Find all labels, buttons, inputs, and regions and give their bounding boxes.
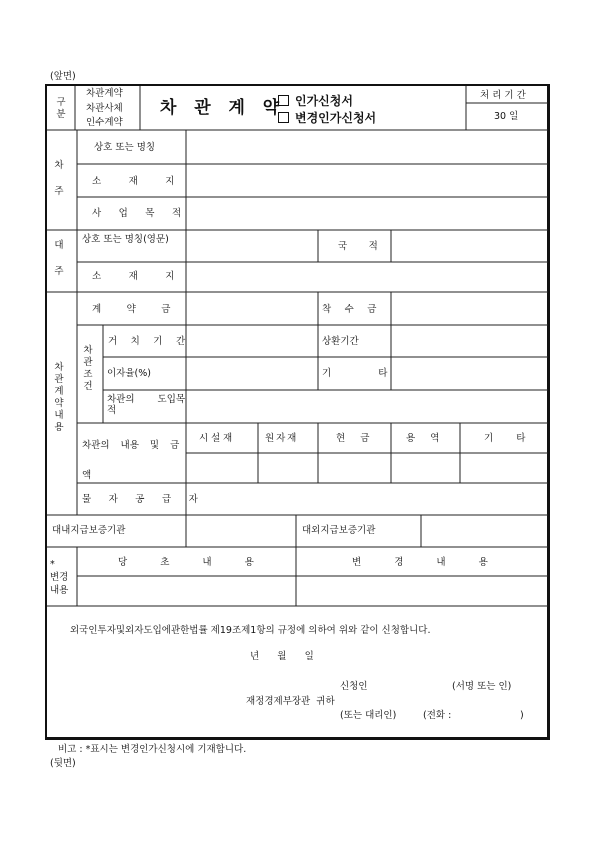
applicant-label: 신청인 bbox=[340, 681, 368, 692]
page-top-label: (앞면) bbox=[50, 71, 76, 82]
borrower-name-field[interactable] bbox=[187, 131, 547, 163]
loan-contract-section-label: 차 관 계 약 내 용 bbox=[54, 362, 64, 433]
lender-name-label: 상호 또는 명칭(영문) bbox=[82, 234, 169, 245]
content-col-other: 기 타 bbox=[484, 433, 526, 444]
down-payment-field[interactable] bbox=[392, 293, 547, 324]
content-amount-label: 차관의 내용 및 금액 bbox=[82, 440, 180, 481]
addressee: 재정경제부장관 귀하 bbox=[246, 696, 335, 707]
supplier-field[interactable] bbox=[187, 484, 547, 514]
lender-nationality-label: 국 적 bbox=[338, 241, 384, 252]
option-approval-label: 인가신청서 bbox=[295, 94, 353, 108]
division-item-2: 차관사체 bbox=[86, 103, 123, 114]
borrower-business-field[interactable] bbox=[187, 198, 547, 229]
contract-other-label: 기 타 bbox=[322, 368, 388, 379]
option-change-approval[interactable] bbox=[278, 111, 376, 125]
division-label: 구분 bbox=[56, 97, 66, 120]
domestic-guarantee-label: 대내지급보증기관 bbox=[52, 525, 126, 536]
changed-content-field[interactable] bbox=[297, 577, 547, 605]
form-note: 비고 : *표시는 변경인가신청시에 기재합니다. bbox=[58, 744, 247, 755]
domestic-guarantee-field[interactable] bbox=[187, 516, 295, 546]
representative-label: (또는 대리인) bbox=[340, 710, 397, 721]
form-title: 차 관 계 약 bbox=[160, 98, 286, 118]
declaration-statement: 외국인투자및외자도입에관한법률 제19조제1항의 규정에 의하여 위와 같이 신청합니다. bbox=[70, 625, 431, 636]
contract-amount-label: 계 약 금 bbox=[92, 304, 176, 315]
approval-checkbox[interactable] bbox=[278, 95, 289, 106]
conditions-label: 차 관 조 건 bbox=[83, 345, 93, 392]
change-section-label: * 변경 내용 bbox=[50, 559, 69, 596]
borrower-business-label: 사 업 목 적 bbox=[92, 208, 187, 219]
phone-label: (전화 : bbox=[423, 710, 452, 721]
option-approval[interactable] bbox=[278, 94, 353, 108]
grace-period-label: 거 치 기 간 bbox=[108, 336, 191, 347]
supplier-label: 물 자 공 급 자 bbox=[82, 494, 203, 505]
phone-close: ) bbox=[520, 710, 524, 721]
borrower-section-label: 차 주 bbox=[54, 160, 64, 197]
processing-period-value: 30 일 bbox=[494, 111, 519, 122]
borrower-location-label: 소 재 지 bbox=[92, 176, 180, 187]
change-approval-checkbox[interactable] bbox=[278, 112, 289, 123]
original-content-field[interactable] bbox=[78, 577, 295, 605]
signature-label: (서명 또는 인) bbox=[452, 681, 512, 692]
division-item-3: 인수계약 bbox=[86, 117, 123, 128]
content-col-service: 용 역 bbox=[406, 433, 440, 444]
lender-location-field[interactable] bbox=[187, 263, 547, 291]
repayment-period-label: 상환기간 bbox=[322, 336, 359, 347]
option-change-approval-label: 변경인가신청서 bbox=[295, 111, 377, 125]
down-payment-label: 착 수 금 bbox=[322, 304, 382, 315]
changed-content-label: 변 경 내 용 bbox=[352, 557, 488, 568]
page-bottom-label: (뒷면) bbox=[50, 758, 76, 769]
content-col-facility: 시설재 bbox=[199, 433, 236, 444]
loan-purpose-label: 차관의 도입목적 bbox=[107, 394, 186, 417]
borrower-name-label: 상호 또는 명칭 bbox=[94, 142, 156, 153]
interest-rate-label: 이자율(%) bbox=[107, 368, 151, 379]
content-col-raw-material: 원자재 bbox=[265, 433, 299, 444]
foreign-guarantee-field[interactable] bbox=[422, 516, 547, 546]
foreign-guarantee-label: 대외지급보증기관 bbox=[302, 525, 376, 536]
division-item-1: 차관계약 bbox=[86, 88, 123, 99]
lender-location-label: 소 재 지 bbox=[92, 271, 180, 282]
date-line: 년 월 일 bbox=[250, 651, 314, 662]
lender-nationality-field[interactable] bbox=[392, 231, 547, 261]
lender-name-field[interactable] bbox=[187, 231, 317, 261]
lender-section-label: 대 주 bbox=[54, 240, 64, 277]
content-col-cash: 현 금 bbox=[336, 433, 370, 444]
processing-period-label: 처 리 기 간 bbox=[480, 90, 526, 101]
original-content-label: 당 초 내 용 bbox=[118, 557, 254, 568]
borrower-location-field[interactable] bbox=[187, 165, 547, 196]
contract-amount-field[interactable] bbox=[187, 293, 317, 324]
